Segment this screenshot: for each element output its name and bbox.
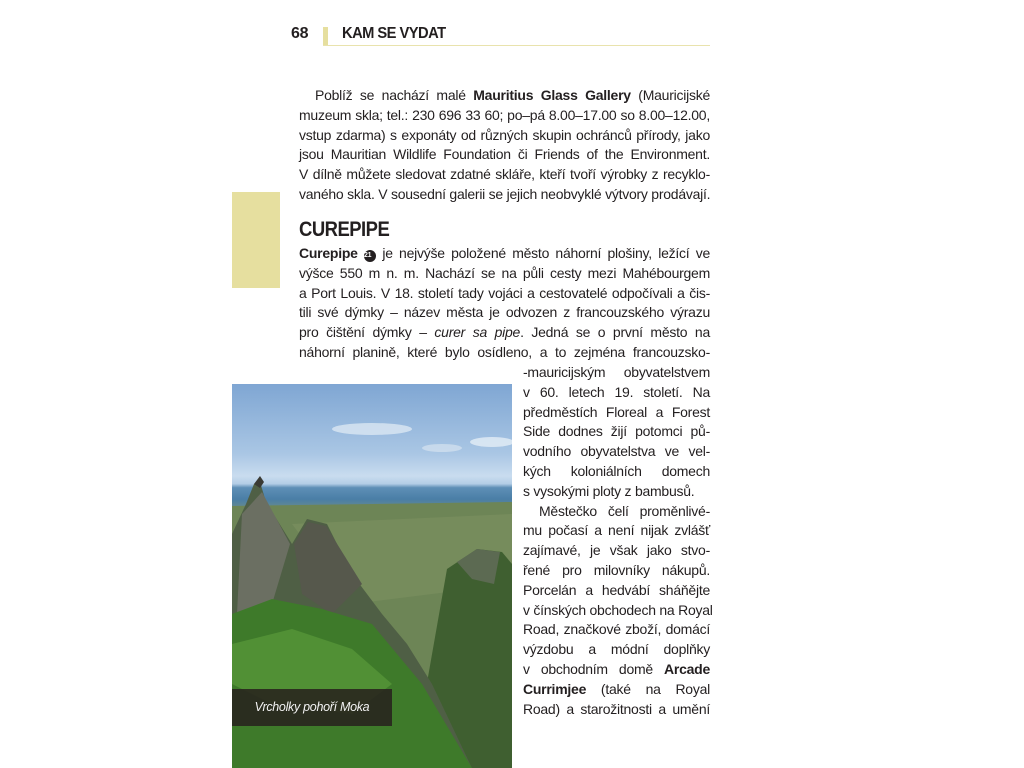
text-line — [523, 660, 710, 680]
text-line — [299, 343, 710, 363]
text-run: výšce 550 m n. m. Nachází se na půli cesty mezi Mahébourgem — [299, 264, 710, 281]
bold-term: Arcade — [664, 660, 710, 677]
text-run: Městečko čelí proměnlivé- — [539, 502, 710, 519]
text-run: kých koloniálních domech — [523, 462, 710, 479]
bold-term: Currimjee — [523, 680, 587, 697]
text-run: v obchodním domě — [523, 660, 665, 677]
text-line — [299, 106, 710, 126]
text-line — [299, 165, 710, 185]
text-run: . Jedná se o první město na — [520, 324, 710, 341]
text-line — [299, 303, 710, 323]
text-run: Road, značkové zboží, domácí — [523, 621, 710, 638]
text-line — [523, 422, 710, 442]
text-line — [523, 680, 710, 700]
text-line — [523, 383, 710, 403]
text-line — [523, 561, 710, 581]
photo-caption: Vrcholky pohoří Moka — [232, 689, 392, 726]
text-line — [299, 86, 710, 106]
text-line — [299, 145, 710, 165]
text-line — [523, 521, 710, 541]
cloud — [470, 437, 512, 447]
text-run: výzdobu a módní doplňky — [523, 641, 710, 658]
text-line — [523, 581, 710, 601]
text-run: pro čištění dýmky – — [299, 324, 435, 341]
text-run: (Mauricijské — [630, 87, 710, 103]
cloud — [332, 423, 412, 435]
section-paragraph-wide — [299, 244, 710, 363]
text-run: muzeum skla; tel.: 230 696 33 60; po–pá 8.00–17.00 so 8.00–12.00, — [299, 106, 710, 123]
text-line — [523, 541, 710, 561]
text-line — [299, 264, 710, 284]
text-line — [523, 462, 710, 482]
text-run: předměstích Floreal a Forest — [523, 403, 710, 420]
text-line — [523, 620, 710, 640]
text-run: -mauricijským obyvatelstvem — [523, 364, 710, 380]
section-paragraph-narrow — [523, 363, 713, 719]
text-line — [523, 640, 710, 660]
bold-term: Mauritius Glass Gallery — [473, 87, 631, 103]
text-run: je nejvýše položené město náhorní plošiny, ležící ve — [376, 245, 711, 261]
intro-paragraph — [299, 86, 710, 205]
text-run: (také na Royal — [586, 680, 710, 697]
map-marker-icon: 21 — [364, 250, 376, 262]
header-accent-bar — [323, 27, 328, 45]
text-run: řené pro milovníky nákupů. — [523, 561, 710, 578]
text-line — [523, 700, 710, 720]
text-run: s vysokými ploty z bambusů. — [523, 482, 695, 499]
text-line — [299, 244, 710, 264]
section-title: CUREPIPE — [299, 218, 390, 241]
text-line — [299, 126, 710, 146]
chapter-title: KAM SE VYDAT — [342, 25, 446, 42]
text-run: v čínských obchodech na Royal — [523, 601, 713, 618]
text-run: zajímavé, je však jako stvo- — [523, 542, 710, 559]
text-run: Porcelán a hedvábí sháňějte — [523, 581, 710, 598]
text-run: v 60. letech 19. století. Na — [523, 383, 710, 400]
italic-term: curer sa pipe — [434, 324, 521, 341]
text-run: vodního obyvatelstva ve vel- — [523, 443, 710, 460]
text-run: Road) a starožitnosti a umění — [523, 700, 710, 717]
page-number: 68 — [291, 25, 309, 42]
text-run: Side dodnes žijí potomci pů- — [523, 423, 710, 440]
text-line — [523, 601, 713, 621]
text-run: V dílně můžete sledovat zdatné skláře, kteří tvoří výrobky z recyklo- — [299, 166, 710, 183]
header-rule — [323, 45, 710, 46]
text-line — [523, 502, 710, 522]
text-line — [523, 363, 710, 383]
cloud — [422, 444, 462, 452]
text-line — [523, 442, 710, 462]
text-line — [299, 323, 710, 343]
bold-term: Curepipe — [299, 245, 358, 261]
text-run: tili své dýmky – název města je odvozen z francouzského výrazu — [299, 304, 710, 321]
text-line — [523, 482, 710, 502]
text-run: náhorní planině, které bylo osídleno, a to zejména francouzsko- — [299, 343, 710, 360]
text-run: mu počasí a není nijak zvlášť — [523, 522, 710, 539]
text-line — [299, 185, 710, 205]
text-run: a Port Louis. V 18. století tady vojáci a cestovatelé odpočívali a čis- — [299, 284, 710, 301]
section-marker-block — [232, 192, 280, 288]
text-line — [523, 403, 710, 423]
text-run: Poblíž se nachází malé — [315, 87, 474, 103]
text-run: vaného skla. V sousední galerii se jejich neobvyklé výtvory prodávají. — [299, 185, 711, 202]
text-run: vstup zdarma) s exponáty od různých skupin ochránců přírody, jako — [299, 126, 710, 143]
text-line — [299, 284, 710, 304]
text-run: jsou Mauritian Wildlife Foundation či Friends of the Environment. — [299, 146, 710, 163]
